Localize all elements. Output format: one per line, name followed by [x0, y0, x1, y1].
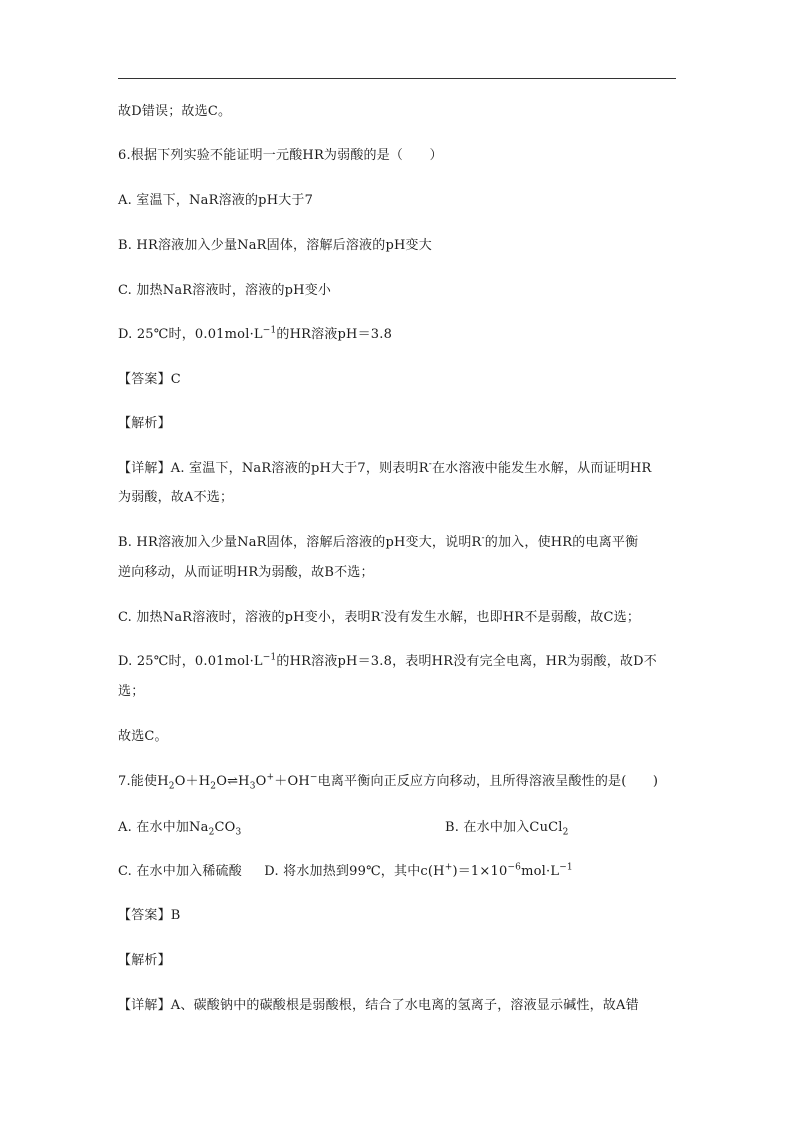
- q6-detail-d-sup: −1: [262, 652, 277, 663]
- q7-stem-sup: −: [309, 772, 318, 783]
- q7-option-a-sub: 2: [208, 827, 215, 838]
- q7-answer: 【答案】B: [118, 908, 181, 923]
- q7-stem-sup: +: [266, 772, 275, 783]
- q7-option-b-sub: 2: [562, 827, 569, 838]
- q6-detail-b-pre: B. HR溶液加入少量NaR固体，溶解后溶液的pH变大，说明R: [118, 535, 482, 550]
- q7-stem-part: 7.能使H: [118, 774, 169, 789]
- q6-option-d-post: 的HR溶液pH＝3.8: [276, 327, 393, 342]
- q7-analysis-label: 【解析】: [118, 953, 171, 968]
- q6-detail-a-pre: 【详解】A. 室温下，NaR溶液的pH大于7，则表明R: [118, 461, 429, 476]
- q7-option-b-part: B. 在水中加入CuCl: [445, 820, 563, 835]
- q7-stem-part: ＋OH: [274, 774, 310, 789]
- q7-option-d: [264, 864, 573, 879]
- q7-detail-a: 【详解】A、碳酸钠中的碳酸根是弱酸根，结合了水电离的氢离子，溶液显示碱性，故A错: [118, 998, 639, 1013]
- q6-option-a: A. 室温下，NaR溶液的pH大于7: [118, 193, 314, 208]
- q7-option-d-sup: −1: [559, 862, 573, 873]
- q7-option-a-part: CO: [214, 820, 236, 835]
- q7-options-cd: [118, 862, 573, 882]
- q6-option-b: B. HR溶液加入少量NaR固体，溶解后溶液的pH变大: [118, 238, 432, 253]
- q7-option-d-part: mol·L: [521, 864, 560, 879]
- q7-stem-part: 电离平衡向正反应方向移动，且所得溶液呈酸性的是( ): [317, 774, 659, 789]
- q7-option-a-sub: 3: [235, 827, 242, 838]
- q6-detail-b-post: 的加入，使HR的电离平衡: [484, 535, 639, 550]
- q6-detail-a-post: 在水溶液中能发生水解，从而证明HR: [431, 461, 652, 476]
- q7-stem-sub: 3: [249, 781, 256, 792]
- q6-analysis-label: 【解析】: [118, 416, 171, 431]
- q6-detail-c: [118, 608, 640, 628]
- q6-detail-a-line2: 为弱酸，故A不选；: [118, 490, 234, 505]
- q7-options-ab: [118, 818, 676, 838]
- q6-option-c: C. 加热NaR溶液时，溶液的pH变小: [118, 283, 332, 298]
- q6-answer: 【答案】C: [118, 372, 181, 387]
- q6-detail-d-line1: [118, 652, 657, 672]
- q7-stem-sub: 2: [210, 781, 217, 792]
- q6-detail-c-pre: C. 加热NaR溶液时，溶液的pH变小，表明R: [118, 610, 381, 625]
- q7-stem-part: O⇌H: [216, 774, 250, 789]
- q6-detail-a-line1: [118, 459, 651, 479]
- q7-stem-part: O: [255, 774, 267, 789]
- q7-option-b: [445, 818, 569, 838]
- q7-option-d-part: D. 将水加热到99℃，其中c(H: [264, 864, 445, 879]
- q6-conclusion: 故选C。: [118, 729, 168, 744]
- q6-detail-d-line2: 选；: [118, 684, 145, 699]
- q7-stem-part: O＋H: [174, 774, 211, 789]
- q6-detail-b-line1: [118, 533, 638, 553]
- q6-option-d: [118, 325, 392, 345]
- q6-detail-c-sup: -: [380, 608, 384, 619]
- q6-option-d-sup: −1: [262, 325, 277, 336]
- header-rule: [118, 78, 676, 79]
- q7-option-a: [118, 820, 242, 838]
- q6-stem: 6.根据下列实验不能证明一元酸HR为弱酸的是（ ）: [118, 148, 443, 163]
- q6-detail-d-post: 的HR溶液pH＝3.8，表明HR没有完全电离，HR为弱酸，故D不: [276, 654, 657, 669]
- q7-option-d-part: )＝1×10: [452, 864, 508, 879]
- q6-detail-a-sup: -: [428, 459, 432, 470]
- q6-detail-b-line2: 逆向移动，从而证明HR为弱酸，故B不选；: [118, 565, 374, 580]
- q7-option-d-sup: −6: [507, 862, 522, 873]
- q6-detail-c-post: 没有发生水解，也即HR不是弱酸，故C选；: [383, 610, 641, 625]
- q7-stem-sub: 2: [168, 781, 175, 792]
- q7-stem: [118, 772, 658, 792]
- q6-option-d-pre: D. 25℃时，0.01mol·L: [118, 327, 263, 342]
- q6-detail-d-pre: D. 25℃时，0.01mol·L: [118, 654, 263, 669]
- q7-option-d-sup: +: [444, 862, 453, 873]
- prev-answer-tail: 故D错误；故选C。: [118, 104, 232, 119]
- q6-detail-b-sup: -: [481, 533, 485, 544]
- q7-option-a-part: A. 在水中加Na: [118, 820, 209, 835]
- q7-option-c: C. 在水中加入稀硫酸: [118, 864, 242, 879]
